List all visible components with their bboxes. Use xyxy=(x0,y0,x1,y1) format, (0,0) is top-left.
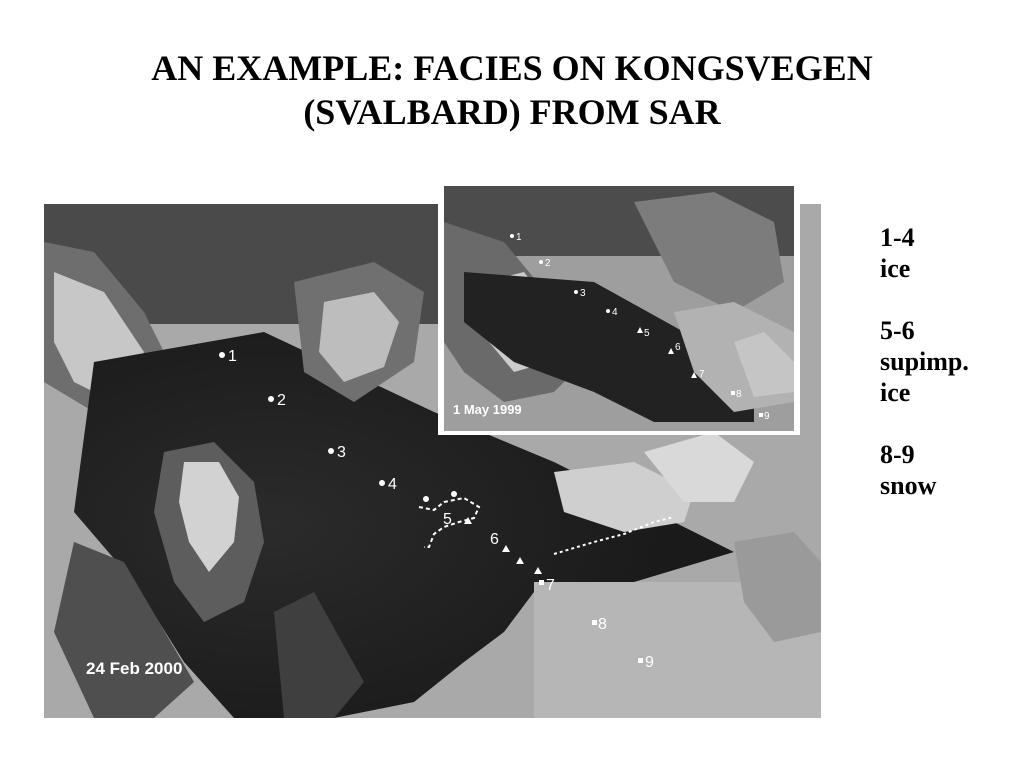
inset-marker-label-7: 7 xyxy=(699,369,705,380)
main-marker-point-4 xyxy=(379,480,385,486)
legend-label-supimp: supimp. xyxy=(880,347,969,376)
main-marker-point-8 xyxy=(592,620,597,625)
inset-marker-point-2 xyxy=(539,260,543,264)
legend-range-1-4: 1-4 xyxy=(880,223,915,252)
inset-image xyxy=(438,182,800,435)
slide-title-line-2: (SVALBARD) FROM SAR xyxy=(303,92,721,132)
inset-marker-label-9: 9 xyxy=(764,411,770,422)
inset-date-label: 1 May 1999 xyxy=(453,402,522,417)
legend-group-superimposed-ice xyxy=(880,315,1020,408)
main-marker-label-5: 5 xyxy=(443,511,452,528)
main-marker-label-7: 7 xyxy=(546,577,555,594)
legend-label-ice: ice xyxy=(880,254,911,283)
inset-marker-label-4: 4 xyxy=(612,307,618,318)
inset-marker-point-4 xyxy=(606,309,610,313)
slide-title xyxy=(0,46,1024,134)
inset-marker-label-1: 1 xyxy=(516,232,522,243)
main-marker-label-4: 4 xyxy=(388,476,397,493)
main-marker-point-5b xyxy=(451,491,457,497)
main-marker-point-5a xyxy=(423,496,429,502)
legend-range-8-9: 8-9 xyxy=(880,440,915,469)
inset-marker-label-5: 5 xyxy=(644,328,650,339)
legend xyxy=(880,222,1020,532)
main-marker-point-7 xyxy=(539,580,544,585)
main-marker-point-3 xyxy=(328,448,334,454)
legend-group-snow xyxy=(880,439,1020,501)
inset-marker-label-3: 3 xyxy=(580,288,586,299)
main-marker-label-6: 6 xyxy=(490,531,499,548)
legend-label-snow: snow xyxy=(880,471,937,500)
main-marker-label-1: 1 xyxy=(228,348,237,365)
main-marker-label-2: 2 xyxy=(277,392,286,409)
main-marker-label-9: 9 xyxy=(645,654,654,671)
inset-marker-point-1 xyxy=(510,234,514,238)
sar-figure xyxy=(34,162,821,718)
legend-group-ice xyxy=(880,222,1020,284)
slide-title-line-1: AN EXAMPLE: FACIES ON KONGSVEGEN xyxy=(151,48,873,88)
main-date-label: 24 Feb 2000 xyxy=(86,659,183,678)
inset-marker-label-2: 2 xyxy=(545,258,551,269)
main-marker-point-1 xyxy=(219,352,225,358)
legend-label-supimp-ice: ice xyxy=(880,378,911,407)
inset-marker-label-6: 6 xyxy=(675,342,681,353)
inset-marker-point-9 xyxy=(759,413,763,417)
legend-range-5-6: 5-6 xyxy=(880,316,915,345)
main-marker-point-9 xyxy=(638,658,643,663)
inset-marker-label-8: 8 xyxy=(736,389,742,400)
main-marker-label-8: 8 xyxy=(598,616,607,633)
main-marker-point-2 xyxy=(268,396,274,402)
inset-marker-point-3 xyxy=(574,290,578,294)
main-marker-label-3: 3 xyxy=(337,444,346,461)
inset-marker-point-8 xyxy=(731,391,735,395)
sar-image-main xyxy=(34,162,821,718)
